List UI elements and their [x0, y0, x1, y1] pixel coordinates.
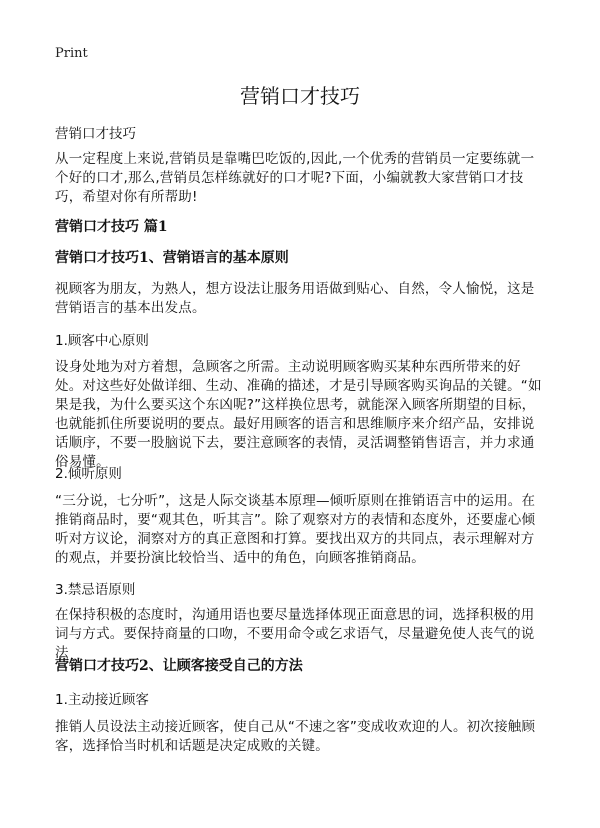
- point-heading-taboo-words: 3.禁忌语原则: [55, 582, 136, 598]
- document-subtitle: 营销口才技巧: [55, 126, 136, 142]
- section-heading-part1: 营销口才技巧 篇1: [55, 219, 168, 235]
- section-heading-basic-principles: 营销口才技巧1、营销语言的基本原则: [55, 250, 289, 266]
- point-heading-listening: 2.倾听原则: [55, 466, 122, 482]
- principle-intro-paragraph: 视顾客为朋友，为熟人，想方设法让服务用语做到贴心、自然，令人愉悦，这是营销语言的基本出发点。: [55, 281, 535, 316]
- print-link[interactable]: Print: [55, 46, 88, 61]
- page-title: 营销口才技巧: [240, 84, 360, 108]
- point-text-customer-centric: 设身处地为对方着想，急顾客之所需。主动说明顾客购买某种东西所带来的好处。对这些好处做详细、生动、准确的描述，才是引导顾客购买询品的关键。“如果是我，为什么要买这个东凶呢?”这样换位思考，就能深入顾客所期望的目标，也就能抓住所要说明的要点。最好用顾客的语言和思维顺序来介绍产品，安排说话顺序，不要一股脑说下去，要注意顾客的表情，灵活调整销售语言，并力求通俗易懂。: [55, 359, 542, 470]
- point-text-listening: “三分说，七分听”，这是人际交谈基本原理—倾听原则在推销语言中的运用。在推销商品时，要“观其色，听其言”。除了观察对方的表情和态度外，还要虚心倾听对方议论，洞察对方的真正意图和打算。要找出双方的共同点，表示理解对方的观点，并要扮演比较恰当、适中的角色，向顾客推销商品。: [55, 493, 536, 566]
- point-heading-approach: 1.主动接近顾客: [55, 692, 149, 708]
- point-text-approach: 推销人员设法主动接近顾客，使自己从“不速之客”变成收欢迎的人。初次接触顾客，选择恰当时机和话题是决定成败的关键。: [55, 719, 536, 754]
- point-heading-customer-centric: 1.顾客中心原则: [55, 333, 149, 349]
- section-heading-acceptance: 营销口才技巧2、让顾客接受自己的方法: [55, 658, 303, 674]
- point-text-taboo-words: 在保持积极的态度时，沟通用语也要尽量选择体现正面意思的词，选择积极的用词与方式。要保持商量的口吻，不要用命令或乞求语气，尽量避免使人丧气的说法: [55, 607, 535, 661]
- intro-paragraph: 从一定程度上来说,营销员是靠嘴巴吃饭的,因此,一个优秀的营销员一定要练就一个好的口才,那么,营销员怎样练就好的口才呢?下面，小编就教大家营销口才技巧，希望对你有所帮助!: [55, 151, 535, 205]
